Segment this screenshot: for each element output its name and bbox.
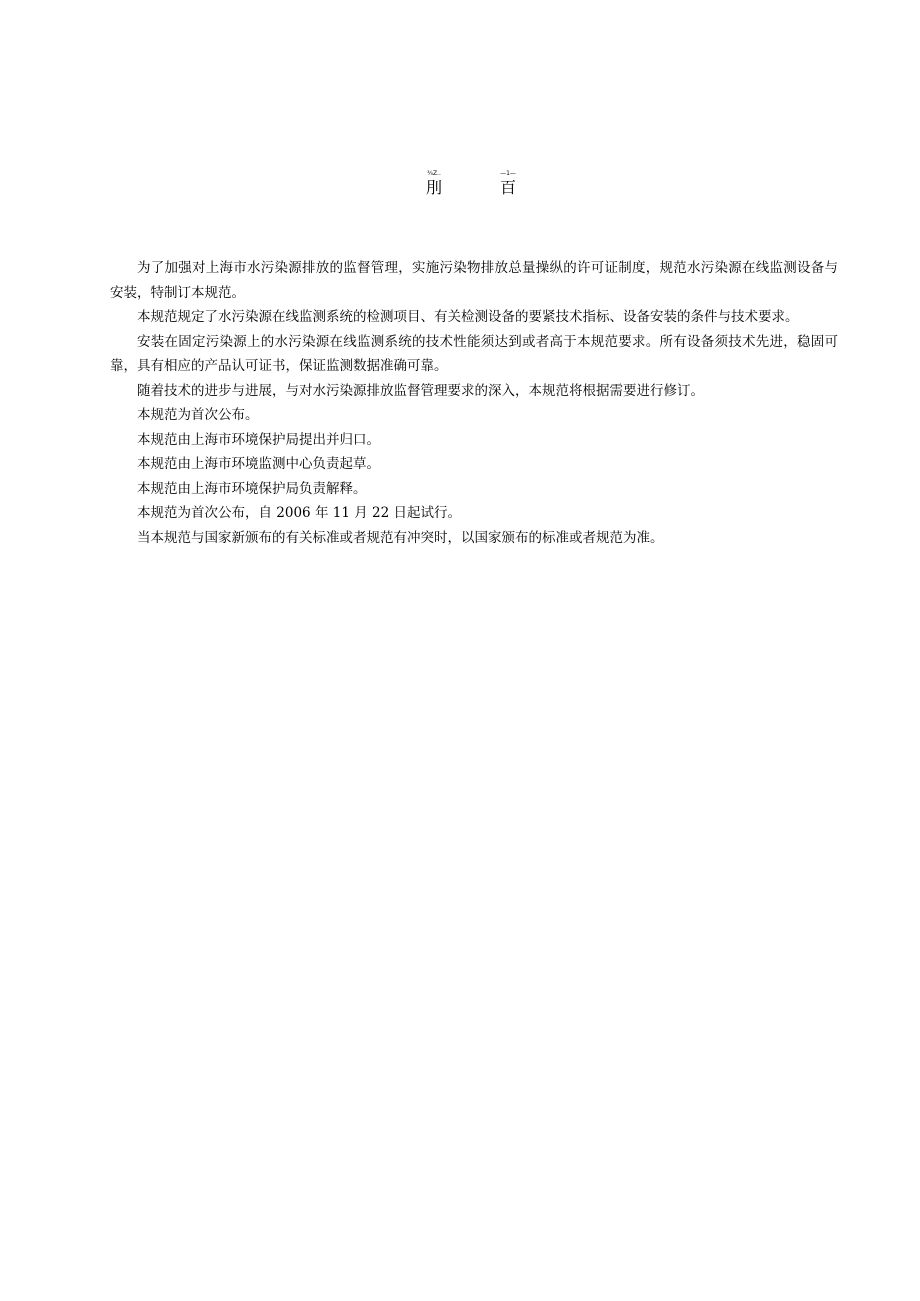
paragraph-performance: 安装在固定污染源上的水污染源在线监测系统的技术性能须达到或者高于本规范要求。所有设备须技术先进，稳固可靠，具有相应的产品认可证书，保证监测数据准确可靠。 bbox=[110, 333, 838, 374]
page-title bbox=[0, 170, 920, 210]
title-left-mark: ¾Z.. bbox=[427, 170, 441, 177]
paragraph-revision: 随着技术的进步与进展，与对水污染源排放监督管理要求的深入，本规范将根据需要进行修订。 bbox=[137, 382, 704, 399]
paragraph-scope: 本规范规定了水污染源在线监测系统的检测项目、有关检测设备的要紧技术指标、设备安装的条件与技术要求。 bbox=[137, 309, 799, 325]
paragraph-proposer: 本规范由上海市环境保护局提出并归口。 bbox=[137, 431, 380, 448]
paragraph-drafter: 本规范由上海市环境监测中心负责起草。 bbox=[137, 456, 380, 472]
paragraph-first-release: 本规范为首次公布。 bbox=[137, 407, 259, 423]
title-left-char bbox=[414, 170, 454, 198]
title-right-char bbox=[488, 170, 528, 198]
paragraph-interpreter: 本规范由上海市环境保护局负责解释。 bbox=[137, 480, 367, 497]
title-right-glyph: 百 bbox=[499, 178, 516, 197]
title-left-glyph: 刖 bbox=[425, 178, 442, 197]
paragraph-purpose: 为了加强对上海市水污染源排放的监督管理，实施污染物排放总量操纵的许可证制度，规范水污染源在线监测设备与安装，特制订本规范。 bbox=[110, 260, 838, 301]
paragraph-conflict: 当本规范与国家新颁布的有关标准或者规范有冲突时，以国家颁布的标准或者规范为准。 bbox=[137, 529, 664, 546]
paragraph-effective-date: 本规范为首次公布，自 2006 年 11 月 22 日起试行。 bbox=[137, 505, 461, 521]
foreword-body bbox=[110, 256, 838, 550]
title-right-mark: —1— bbox=[500, 170, 516, 177]
